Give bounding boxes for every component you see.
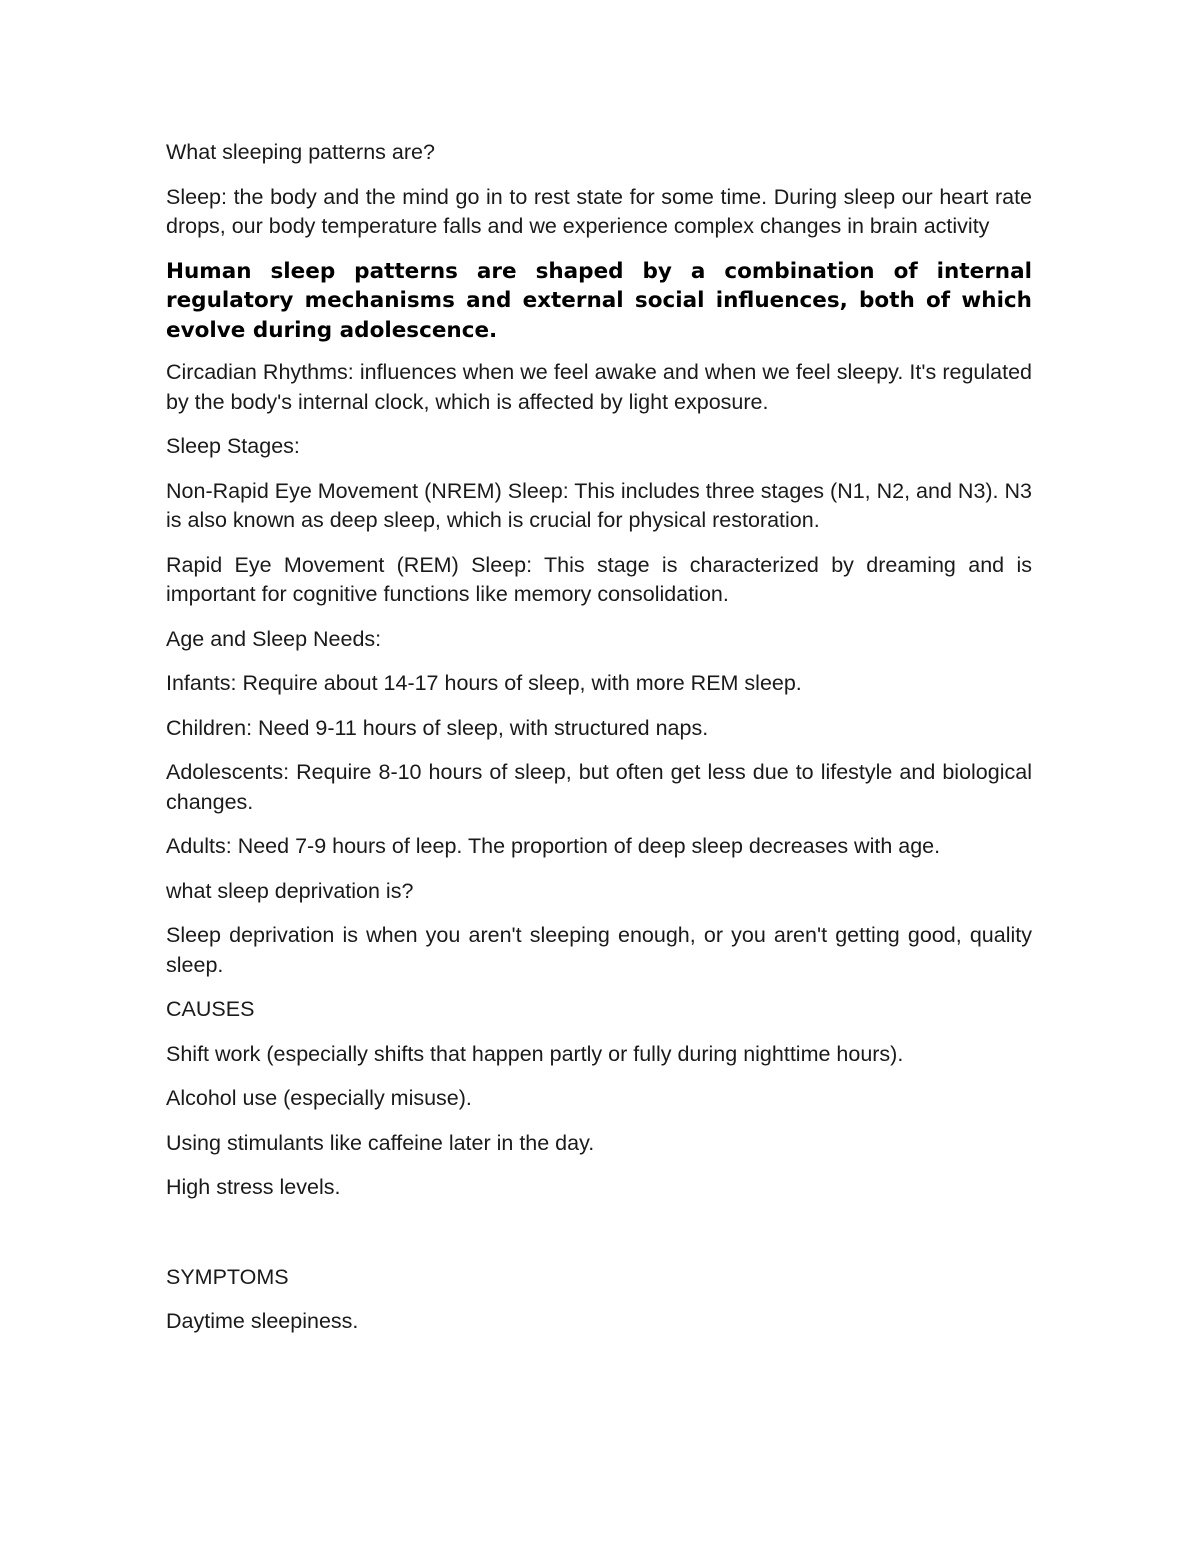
symptom-daytime-sleepiness: Daytime sleepiness. [166, 1309, 359, 1333]
document-body [166, 138, 1032, 1352]
heading-sleep-deprivation: what sleep deprivation is? [166, 878, 414, 903]
paragraph-circadian-rhythms: Circadian Rhythms: influences when we feel awake and when we feel sleepy. It's regulated by the body's internal clock, which is affected by light exposure. [166, 360, 1032, 414]
heading-causes: CAUSES [166, 997, 255, 1021]
cause-shift-work: Shift work (especially shifts that happen partly or fully during nighttime hours). [166, 1041, 904, 1066]
paragraph-children: Children: Need 9-11 hours of sleep, with structured naps. [166, 715, 709, 740]
paragraph-sleep-deprivation: Sleep deprivation is when you aren't sleeping enough, or you aren't getting good, quality sleep. [166, 923, 1032, 977]
paragraph-adults: Adults: Need 7-9 hours of leep. The proportion of deep sleep decreases with age. [166, 834, 941, 858]
heading-symptoms: SYMPTOMS [166, 1264, 289, 1289]
paragraph-nrem-sleep: Non-Rapid Eye Movement (NREM) Sleep: This includes three stages (N1, N2, and N3). N3 is also known as deep sleep, which is crucial for physical restoration. [166, 478, 1032, 532]
cause-alcohol-use: Alcohol use (especially misuse). [166, 1086, 472, 1110]
heading-sleep-stages: Sleep Stages: [166, 434, 300, 458]
cause-high-stress: High stress levels. [166, 1175, 341, 1199]
paragraph-infants: Infants: Require about 14-17 hours of sleep, with more REM sleep. [166, 671, 802, 695]
cause-stimulants: Using stimulants like caffeine later in the day. [166, 1130, 595, 1155]
paragraph-adolescents: Adolescents: Require 8-10 hours of sleep, but often get less due to lifestyle and biological changes. [166, 760, 1032, 814]
paragraph-bold-summary: Human sleep patterns are shaped by a combination of internal regulatory mechanisms and external social influences, both of which evolve during adolescence. [166, 258, 1032, 343]
heading-age-sleep-needs: Age and Sleep Needs: [166, 626, 382, 651]
blank-line [166, 1218, 1032, 1263]
heading-sleeping-patterns: What sleeping patterns are? [166, 140, 435, 164]
paragraph-rem-sleep: Rapid Eye Movement (REM) Sleep: This stage is characterized by dreaming and is important for cognitive functions like memory consolidation. [166, 552, 1032, 606]
paragraph-sleep-definition: Sleep: the body and the mind go in to rest state for some time. During sleep our heart rate drops, our body temperature falls and we experience complex changes in brain activity [166, 184, 1032, 238]
